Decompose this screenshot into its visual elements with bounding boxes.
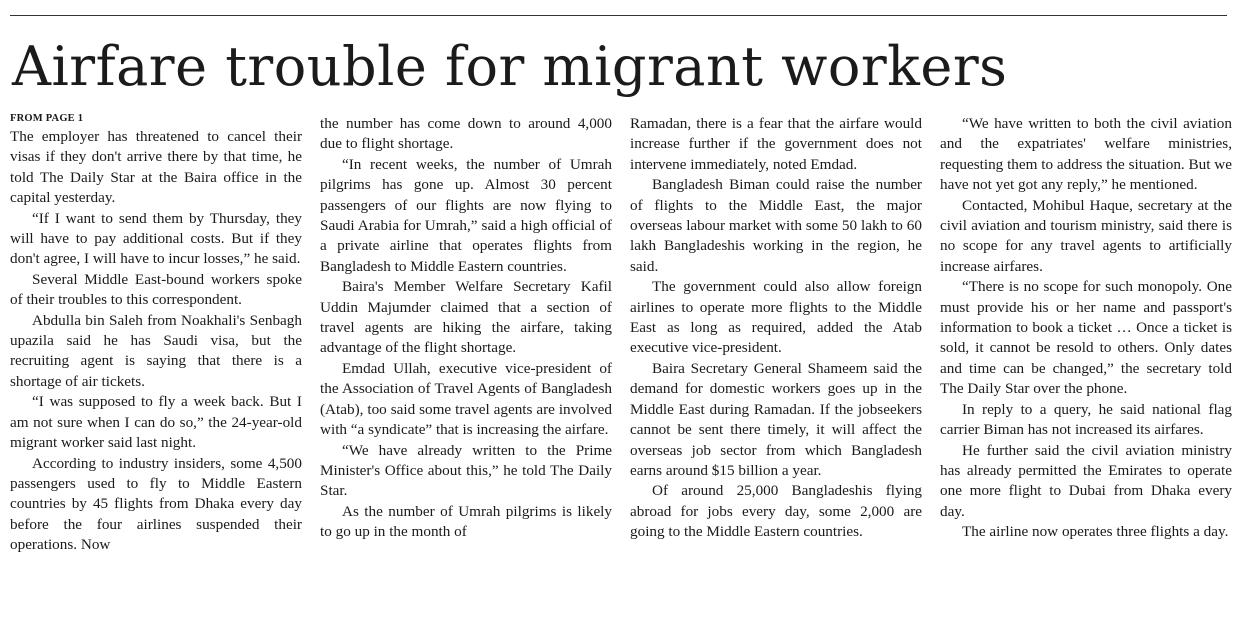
article-paragraph: Abdulla bin Saleh from Noakhali's Senbagh upazila said he has Saudi visa, but the recruiting agent is saying that there is a shortage of air tickets.: [10, 311, 302, 390]
article-paragraph: Emdad Ullah, executive vice-president of the Association of Travel Agents of Bangladesh (Atab), too said some travel agents are involved with “a syndicate” that is increasing the airfare.: [320, 359, 612, 439]
article-paragraph: Ramadan, there is a fear that the airfare would increase further if the government does not intervene immediately, noted Emdad.: [630, 115, 922, 173]
article-column-4: [940, 114, 1232, 543]
article-paragraph: Contacted, Mohibul Haque, secretary at the civil aviation and tourism ministry, said there is no scope for any travel agents to artificially increase airfares.: [940, 196, 1232, 275]
article-paragraph: As the number of Umrah pilgrims is likely to go up in the month of: [320, 502, 612, 541]
article-paragraph: Several Middle East-bound workers spoke of their troubles to this correspondent.: [10, 270, 302, 309]
article-paragraph: Of around 25,000 Bangladeshis flying abroad for jobs every day, some 2,000 are going to the Middle Eastern countries.: [630, 482, 922, 541]
article-paragraph: “We have already written to the Prime Minister's Office about this,” he told The Daily Star.: [320, 441, 612, 500]
article-paragraph: “If I want to send them by Thursday, they will have to pay additional costs. But if they don't agree, I will have to incur losses,” he said.: [10, 209, 302, 268]
article-paragraph: In reply to a query, he said national flag carrier Biman has not increased its airfares.: [940, 400, 1232, 439]
top-rule: [10, 15, 1227, 16]
article-paragraph: Baira's Member Welfare Secretary Kafil Uddin Majumder claimed that a section of travel agents are hiking the airfare, taking advantage of the flight shortage.: [320, 278, 612, 357]
article-paragraph: The government could also allow foreign airlines to operate more flights to the Middle East as long as required, added the Atab executive vice-president.: [630, 278, 922, 357]
article-paragraph: “In recent weeks, the number of Umrah pilgrims has gone up. Almost 30 percent passengers of our flights are now flying to Saudi Arabia for Umrah,” said a high official of a private airline that operates flights from Bangladesh to Middle Eastern countries.: [320, 155, 612, 275]
article-paragraph: the number has come down to around 4,000 due to flight shortage.: [320, 115, 612, 153]
article-paragraph: “There is no scope for such monopoly. One must provide his or her name and passport's information to book a ticket … Once a ticket is sold, it cannot be resold to others. Only dates and time can be changed,” the secretary told The Daily Star over the phone.: [940, 278, 1232, 398]
article-column-1: [10, 127, 302, 556]
headline: Airfare trouble for migrant workers: [12, 35, 1008, 98]
article-paragraph: The airline now operates three flights a day.: [962, 523, 1229, 541]
article-paragraph: Bangladesh Biman could raise the number of flights to the Middle East, the major overseas labour market with some 50 lakh to 60 lakh Bangladeshis working in the region, he said.: [630, 176, 922, 275]
article-paragraph: “We have written to both the civil aviation and the expatriates' welfare ministries, requesting them to address the situation. But we have not yet got any reply,” he mentioned.: [940, 115, 1232, 194]
article-paragraph: According to industry insiders, some 4,500 passengers used to fly to Middle Eastern countries by 45 flights from Dhaka every day before the four airlines suspended their operations. Now: [10, 454, 302, 554]
article-paragraph: “I was supposed to fly a week back. But I am not sure when I can do so,” the 24-year-old migrant worker said last night.: [10, 393, 302, 452]
article-paragraph: The employer has threatened to cancel their visas if they don't arrive there by that time, he told The Daily Star at the Baira office in the capital yesterday.: [10, 128, 302, 207]
from-page-label: FROM PAGE 1: [10, 113, 84, 124]
article-paragraph: Baira Secretary General Shameem said the demand for domestic workers goes up in the Middle East during Ramadan. If the jobseekers cannot be sent there timely, it will affect the overseas job sector from which Bangladesh earns around $15 billion a year.: [630, 359, 922, 479]
article-paragraph: He further said the civil aviation ministry has already permitted the Emirates to operate one more flight to Dubai from Dhaka every day.: [940, 441, 1232, 520]
article-column-3: [630, 114, 922, 543]
article-column-2: [320, 114, 612, 543]
